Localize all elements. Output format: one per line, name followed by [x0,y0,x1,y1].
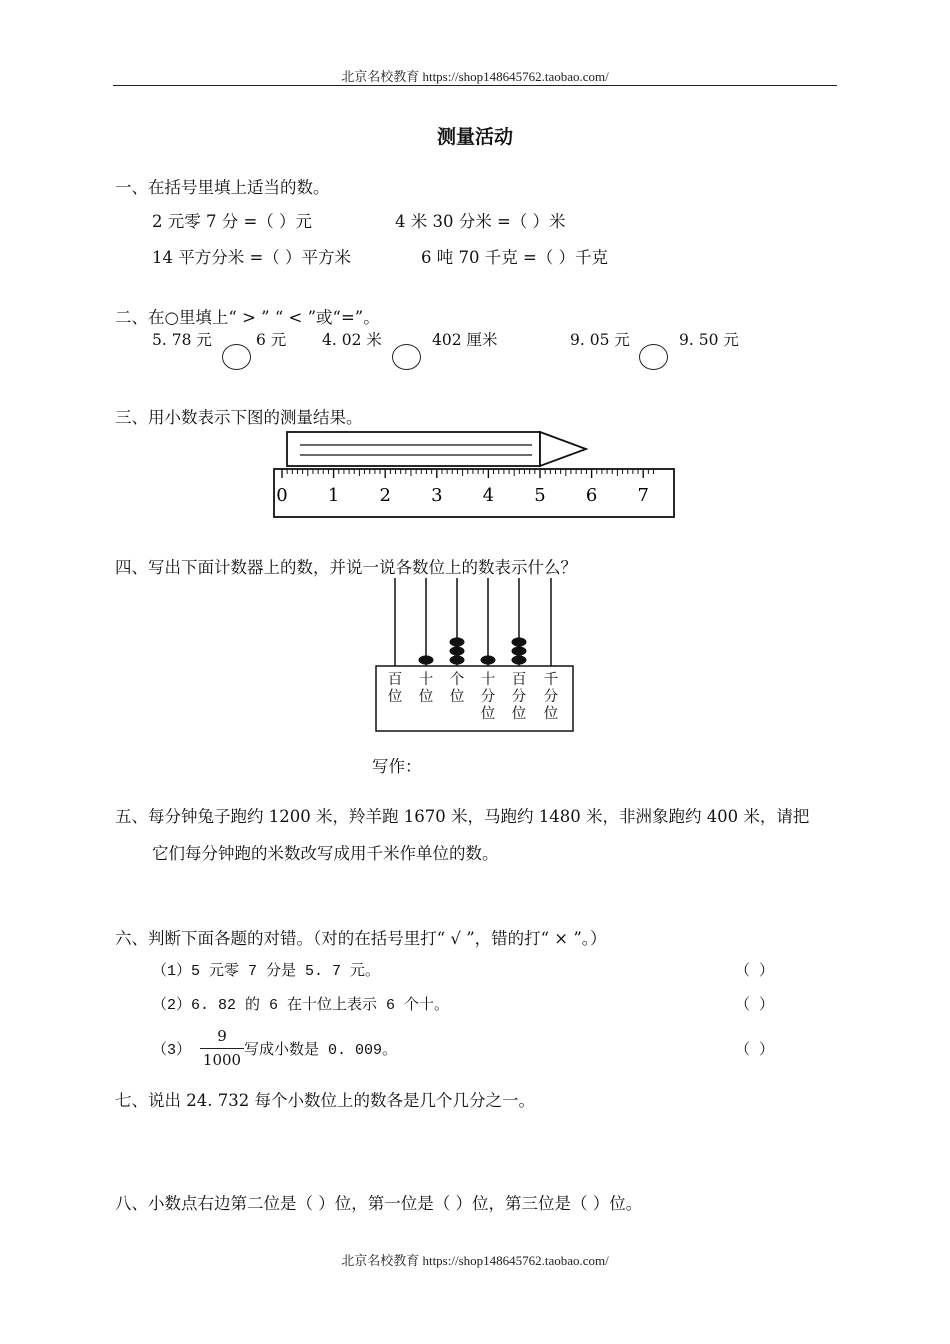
abacus-bead [512,637,527,646]
ruler-label: 2 [379,485,391,506]
q1-item-3: 14 平方分米 =（ ）平方米 [152,248,352,267]
q6-bracket-3[interactable]: （ ） [735,1042,775,1059]
place-label: 十分位 [480,672,496,722]
ruler-label: 1 [327,485,340,506]
q5-line-2: 它们每分钟跑的米数改写成用千米作单位的数。 [152,844,499,863]
abacus-bead [481,655,496,664]
pencil-ruler-figure [270,430,680,520]
abacus-bead [512,655,527,664]
fraction [200,1029,244,1068]
place-label: 十位 [418,672,434,705]
q8-heading: 八、小数点右边第二位是（ ）位，第一位是（ ）位，第三位是（ ）位。 [115,1194,643,1213]
ruler-label: 7 [637,485,649,506]
q6-bracket-1[interactable]: （ ） [735,963,775,980]
ruler-label: 6 [585,485,598,506]
q6-item-3: 写成小数是 0. 009。 [244,1042,398,1059]
ruler-label: 4 [482,485,495,506]
ruler-label: 3 [431,485,443,506]
q6-heading: 六、判断下面各题的对错。（对的在括号里打“ √ ”，错的打“ × ”。） [115,929,607,948]
q7-heading: 七、说出 24. 732 每个小数位上的数各是几个几分之一。 [115,1091,535,1110]
q2-left-1: 5. 78 元 [152,331,212,349]
q4-write-label: 写作： [372,757,422,776]
q5-line-1: 五、每分钟兔子跑约 1200 米，羚羊跑 1670 米，马跑约 1480 米，非洲象跑约 400 米，请把 [115,807,810,826]
fraction-numerator: 9 [217,1027,227,1045]
fraction-denominator: 1000 [202,1051,242,1069]
q2-right-3: 9. 50 元 [679,331,739,349]
q2-left-3: 9. 05 元 [570,331,630,349]
q2-left-2: 4. 02 米 [322,331,382,349]
fraction-bar [200,1048,244,1049]
ruler-label: 0 [276,485,288,506]
q1-item-2: 4 米 30 分米 =（ ）米 [395,212,566,231]
compare-circle-3[interactable] [639,344,668,370]
q2-right-2: 402 厘米 [432,331,498,349]
abacus-bead [512,646,527,655]
q1-heading: 一、在括号里填上适当的数。 [115,178,330,197]
q2-heading: 二、在○里填上“ > ” “ < ”或“=”。 [115,308,380,327]
abacus-bead [450,637,465,646]
page-header: 北京名校教育 https://shop148645762.taobao.com/ [341,69,609,84]
page-title: 测量活动 [436,126,513,148]
abacus-bead [450,646,465,655]
abacus-bead [450,655,465,664]
page-footer: 北京名校教育 https://shop148645762.taobao.com/ [341,1253,609,1268]
compare-circle-1[interactable] [222,344,251,370]
q6-item-2: （2）6. 82 的 6 在十位上表示 6 个十。 [152,997,450,1014]
abacus-bead [419,655,434,664]
q2-right-1: 6 元 [256,331,287,349]
pencil [287,432,586,466]
q6-item-3-prefix: （3） [152,1042,192,1059]
place-label: 个位 [449,672,465,705]
compare-circle-2[interactable] [392,344,421,370]
q6-bracket-2[interactable]: （ ） [735,997,775,1014]
q4-heading: 四、写出下面计数器上的数，并说一说各数位上的数表示什么？ [115,558,577,577]
q3-heading: 三、用小数表示下图的测量结果。 [115,408,363,427]
place-label: 千分位 [543,672,559,722]
q1-item-4: 6 吨 70 千克 =（ ）千克 [421,248,609,267]
place-label: 百位 [387,672,403,705]
place-label: 百分位 [511,672,527,722]
ruler-label: 5 [534,485,546,506]
ruler [274,469,674,517]
q1-item-1: 2 元零 7 分 =（ ）元 [152,212,313,231]
q6-item-1: （1）5 元零 7 分是 5. 7 元。 [152,963,381,980]
header-rule [113,85,837,86]
